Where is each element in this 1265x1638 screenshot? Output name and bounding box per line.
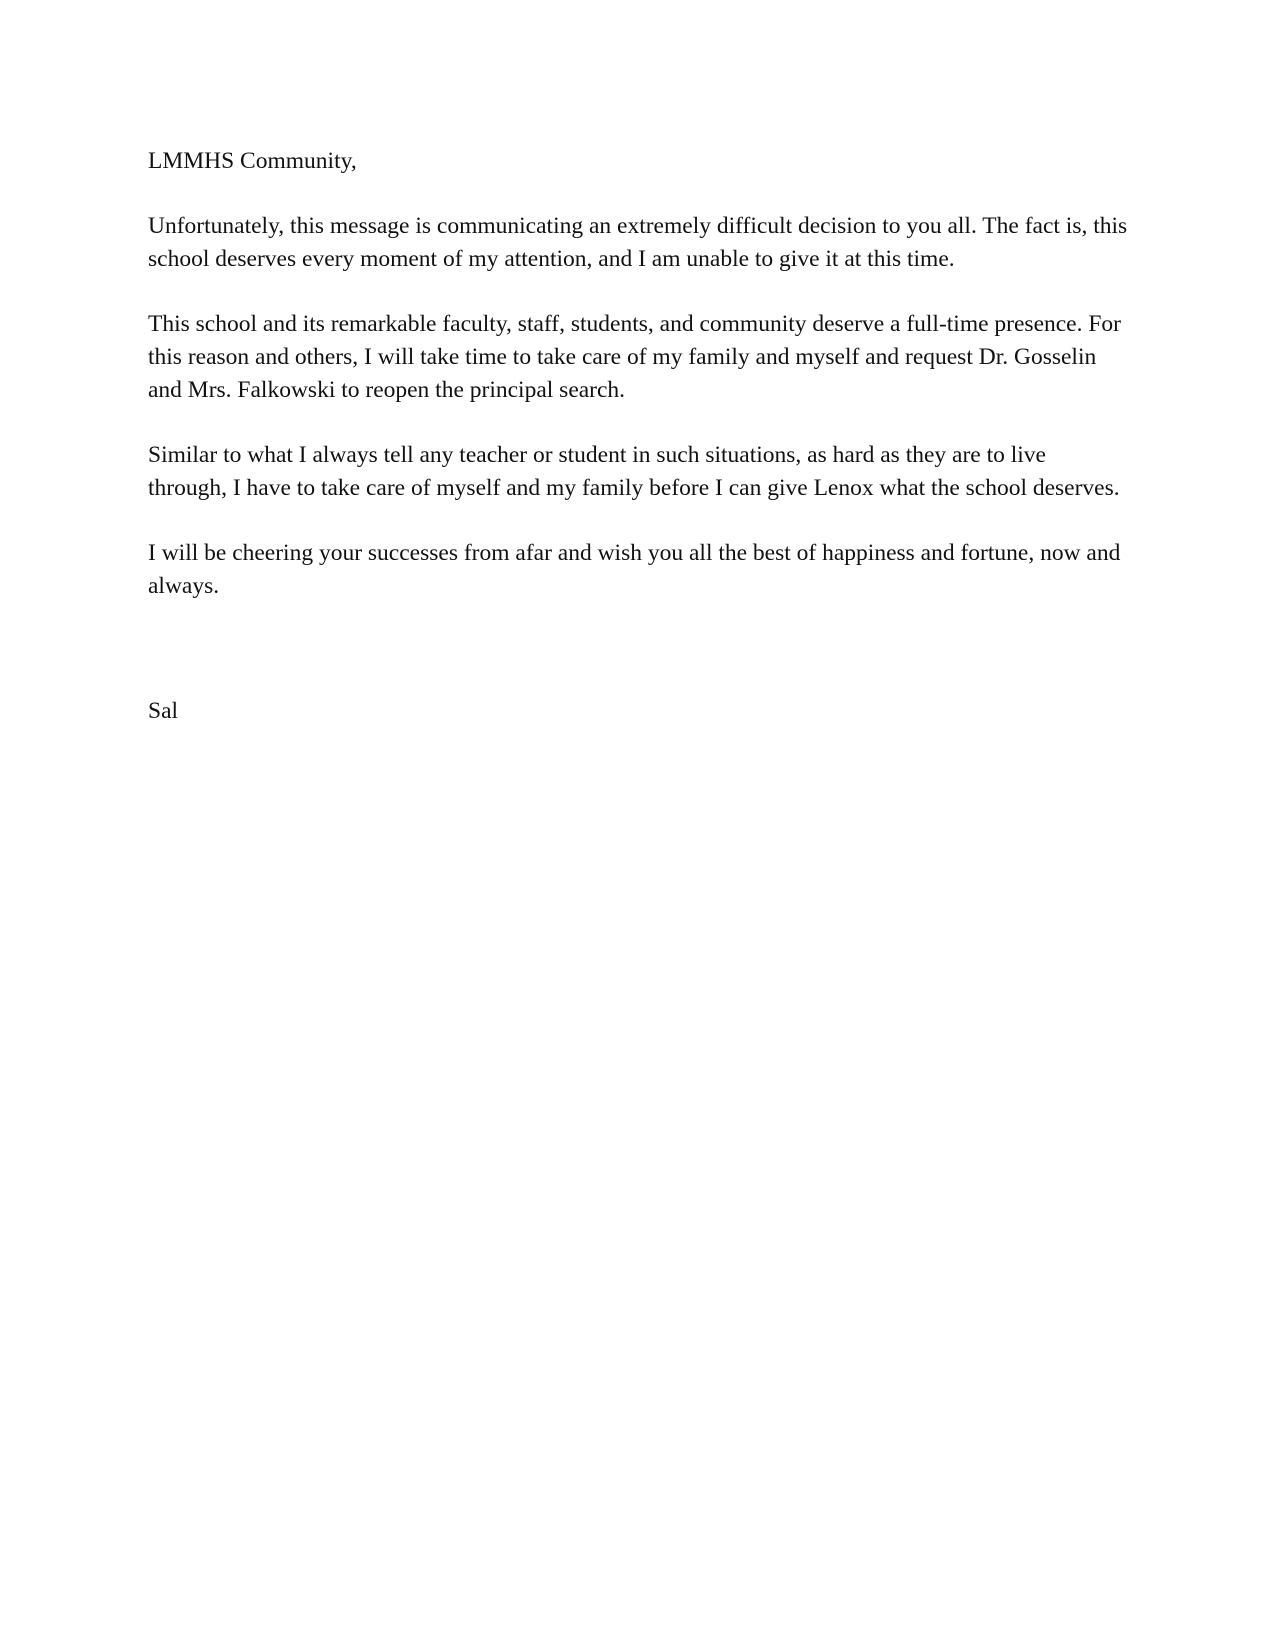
salutation: LMMHS Community,	[148, 148, 357, 174]
paragraph-2: This school and its remarkable faculty, staff, students, and community deserve a full-time presence. For this reason and others, I will take time to take care of my family and myself and request Dr. Gosselin and Mrs. Falkowski to reopen the principal search.	[148, 311, 1122, 403]
paragraph-3: Similar to what I always tell any teacher or student in such situations, as hard as they are to live through, I have to take care of myself and my family before I can give Lenox what the school deserves.	[148, 442, 1120, 501]
letter-body	[148, 145, 1128, 760]
paragraph-1: Unfortunately, this message is communicating an extremely difficult decision to you all. The fact is, this school deserves every moment of my attention, and I am unable to give it at this time.	[148, 213, 1128, 272]
signature: Sal	[148, 698, 179, 724]
paragraph-4: I will be cheering your successes from afar and wish you all the best of happiness and fortune, now and always.	[148, 540, 1121, 599]
